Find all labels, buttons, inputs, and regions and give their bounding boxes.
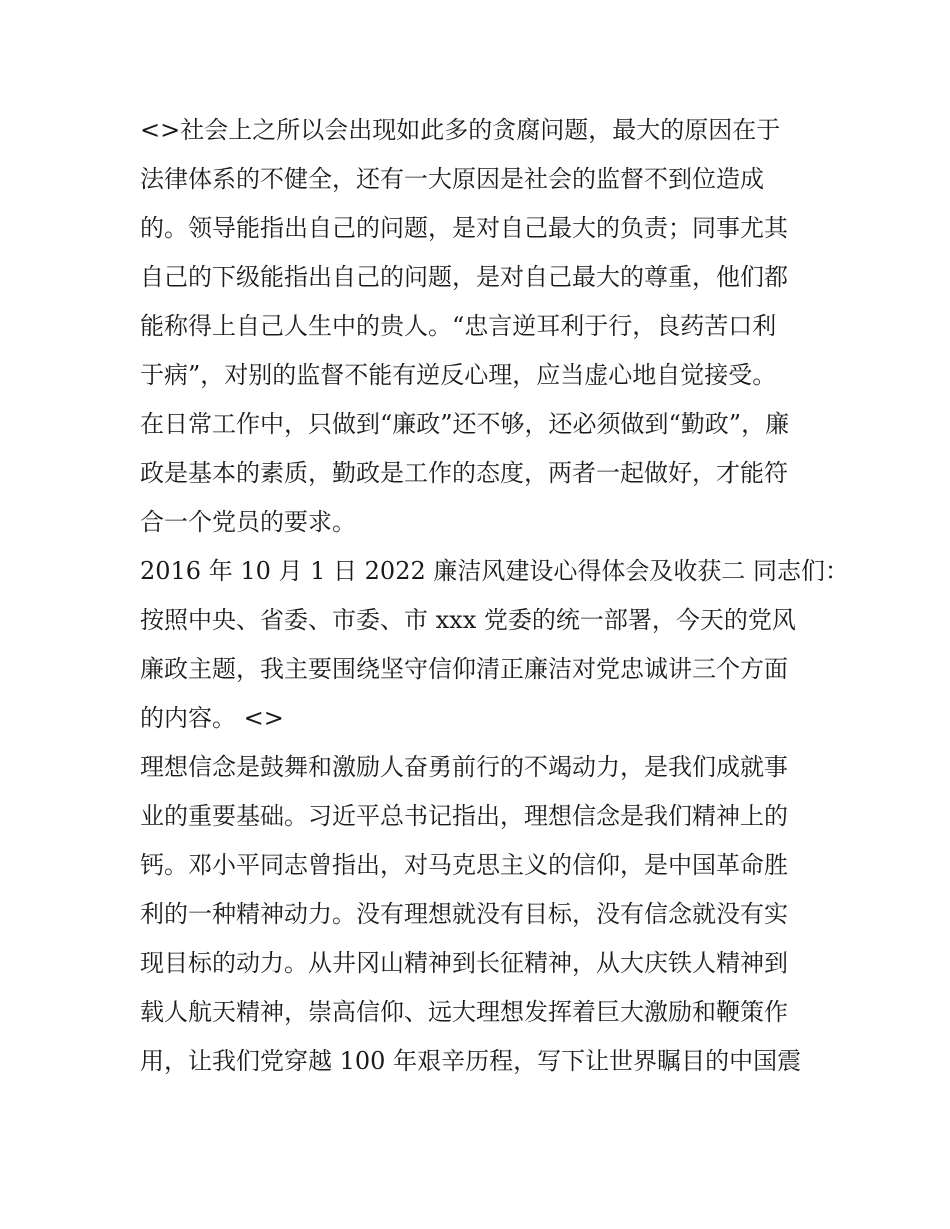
text-line: 于病”，对别的监督不能有逆反心理，应当虚心地自觉接受。: [140, 361, 777, 389]
text-line: 按照中央、省委、市委、市 xxx 党委的统一部署，今天的党风: [140, 606, 796, 634]
text-line: 钙。邓小平同志曾指出，对马克思主义的信仰，是中国革命胜: [140, 851, 788, 879]
text-line: 自己的下级能指出自己的问题，是对自己最大的尊重，他们都: [140, 263, 788, 291]
text-line: 载人航天精神，崇高信仰、远大理想发挥着巨大激励和鞭策作: [140, 998, 788, 1026]
text-line: 合一个党员的要求。: [140, 508, 356, 536]
text-line: 2016 年 10 月 1 日 2022 廉洁风建设心得体会及收获二 同志们：: [140, 557, 849, 585]
text-line: 法律体系的不健全，还有一大原因是社会的监督不到位造成: [140, 165, 764, 193]
text-line: 利的一种精神动力。没有理想就没有目标，没有信念就没有实: [140, 900, 788, 928]
text-line: 的内容。 <>: [140, 704, 284, 732]
text-line: 廉政主题，我主要围绕坚守信仰清正廉洁对党忠诚讲三个方面: [140, 655, 788, 683]
text-line: 理想信念是鼓舞和激励人奋勇前行的不竭动力，是我们成就事: [140, 753, 788, 781]
text-line: 能称得上自己人生中的贵人。“忠言逆耳利于行，良药苦口利: [140, 312, 777, 340]
text-line: 政是基本的素质，勤政是工作的态度，两者一起做好，才能符: [140, 459, 788, 487]
document-body: [140, 106, 849, 1086]
text-line: 的。领导能指出自己的问题，是对自己最大的负责；同事尤其: [140, 214, 788, 242]
text-line: 用，让我们党穿越 100 年艰辛历程，写下让世界瞩目的中国震: [140, 1047, 802, 1075]
text-line: 现目标的动力。从井冈山精神到长征精神，从大庆铁人精神到: [140, 949, 788, 977]
text-line: 业的重要基础。习近平总书记指出，理想信念是我们精神上的: [140, 802, 788, 830]
text-line: 在日常工作中，只做到“廉政”还不够，还必须做到“勤政”，廉: [140, 410, 790, 438]
text-line: <>社会上之所以会出现如此多的贪腐问题，最大的原因在于: [140, 116, 781, 144]
